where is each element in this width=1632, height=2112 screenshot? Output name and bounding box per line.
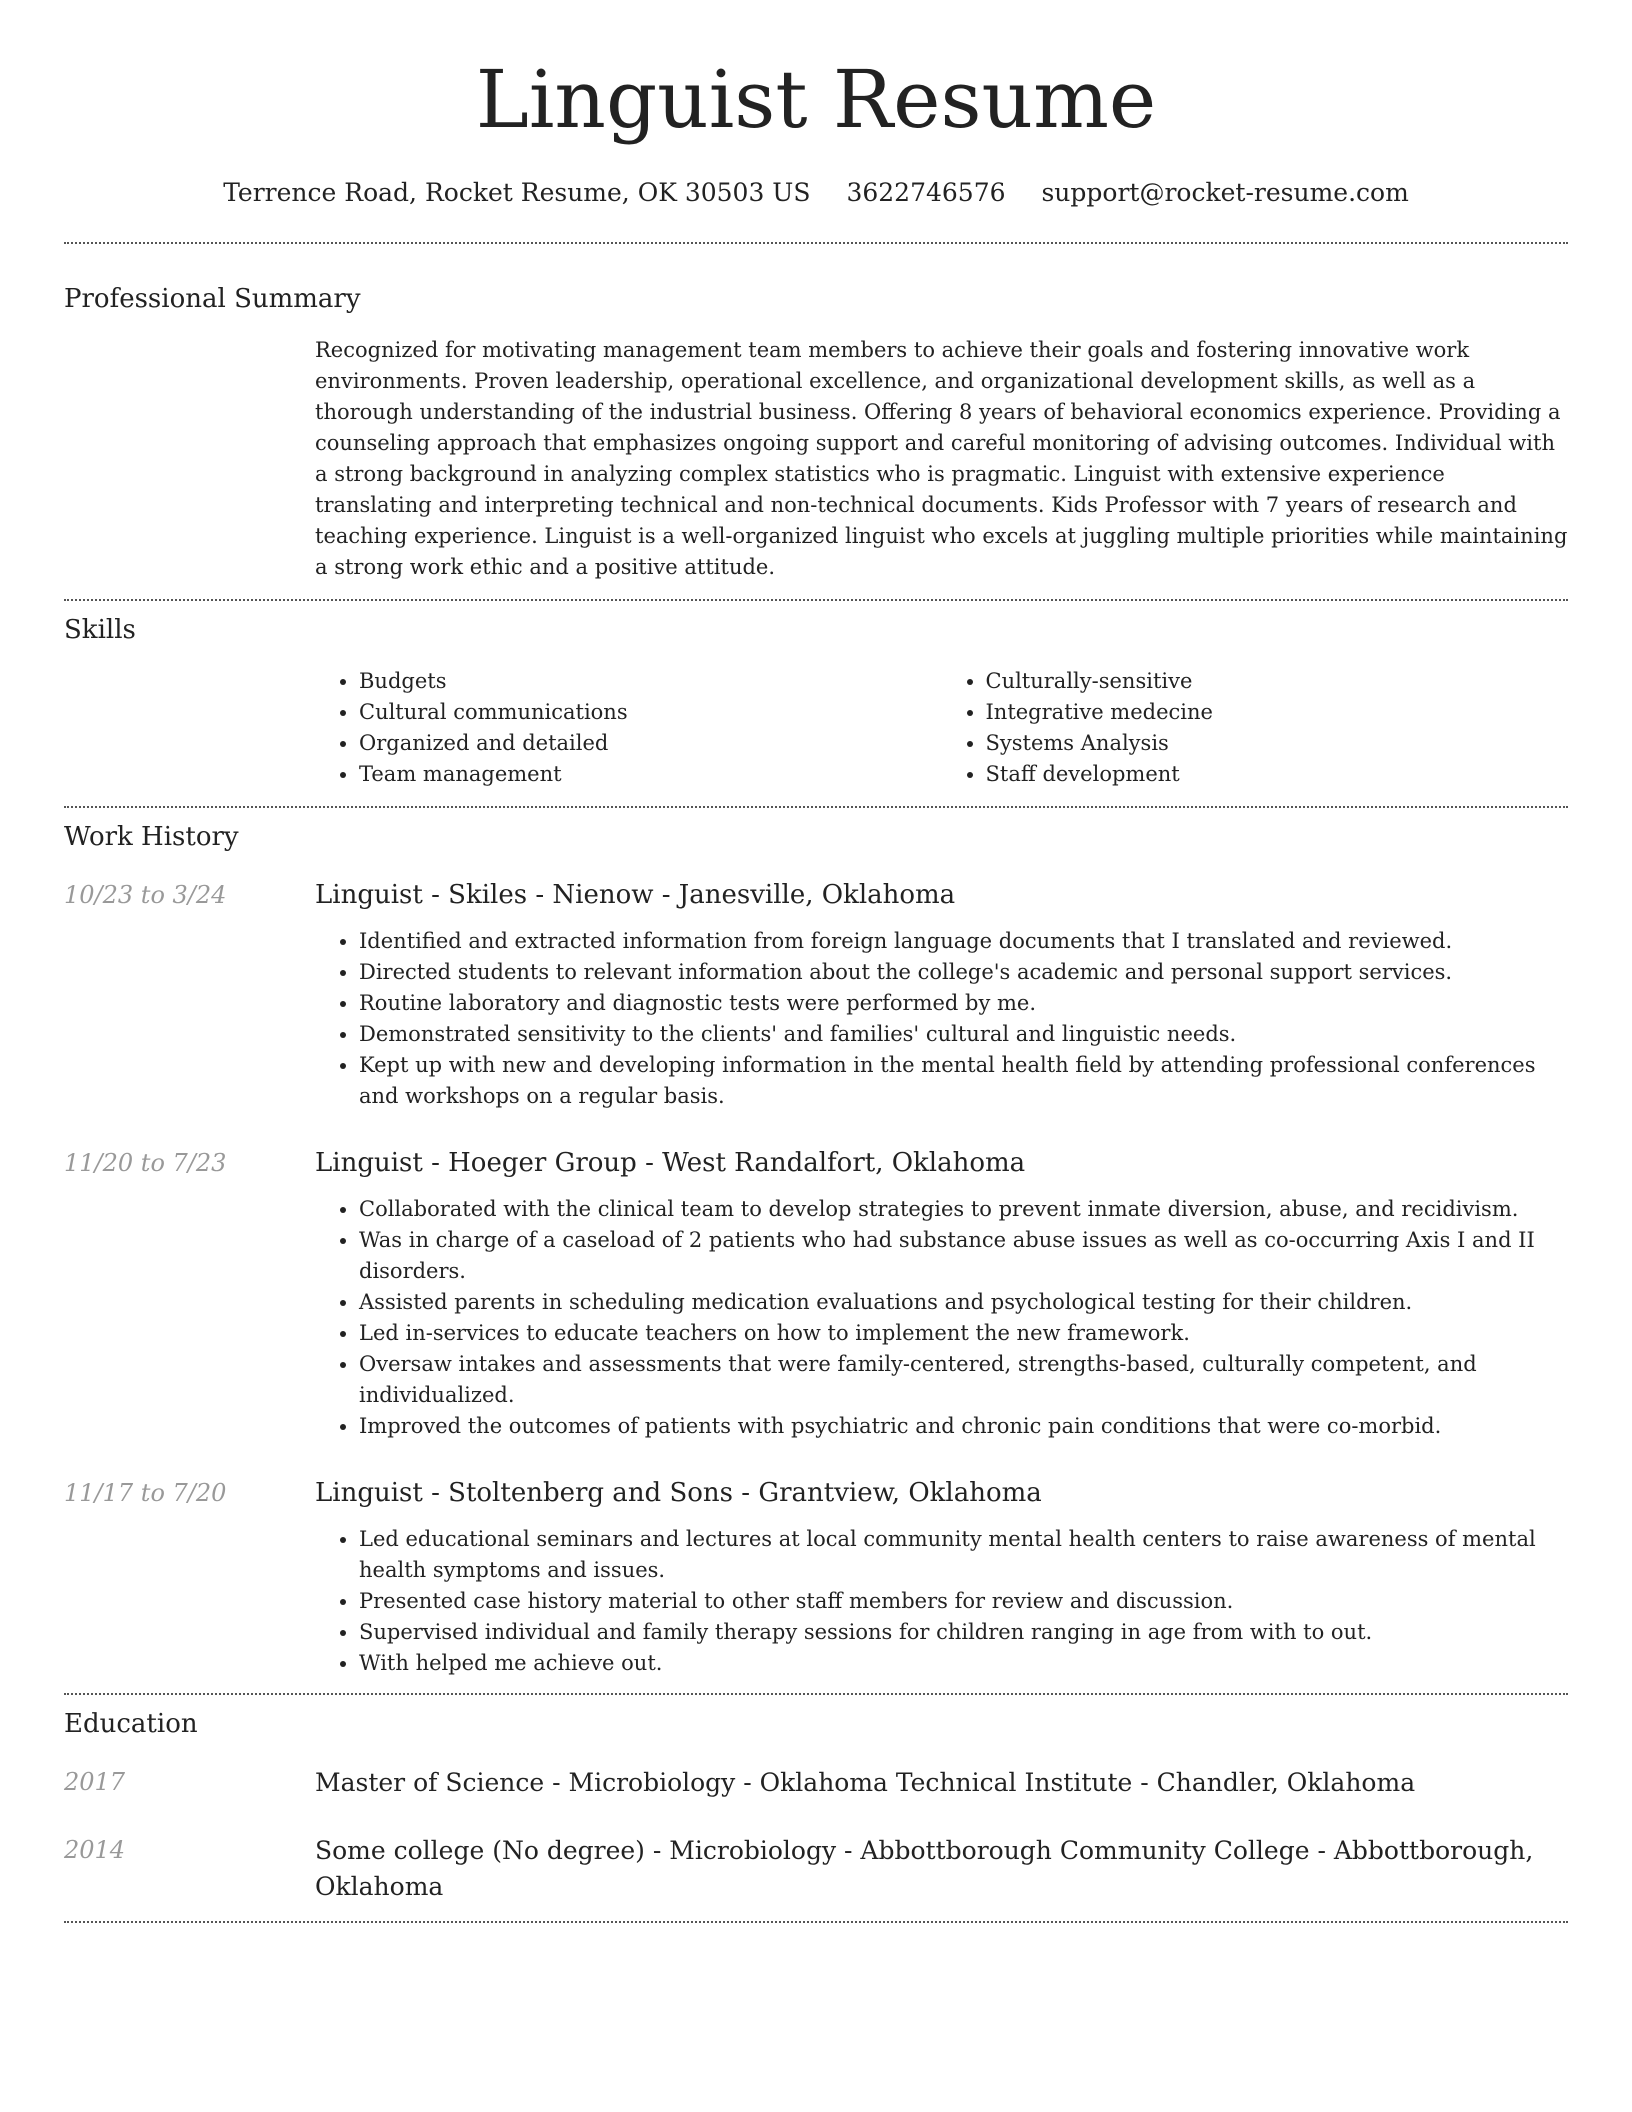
skills-section: [64, 601, 1568, 806]
skill-item: • Cultural communications: [359, 697, 942, 728]
summary-text: Recognized for motivating management team members to achieve their goals and fostering innovative work environments. Proven leadership, operational excellence, and organizational development skills, as well as a thorough understanding of the industrial business. Offering 8 years of behavioral economics experience. Providing a counseling approach that emphasizes ongoing support and careful monitoring of advising outcomes. Individual with a strong background in analyzing complex statistics who is pragmatic. Linguist with extensive experience translating and interpreting technical and non-technical documents. Kids Professor with 7 years of research and teaching experience. Linguist is a well-organized linguist who excels at juggling multiple priorities while maintaining a strong work ethic and a positive attitude.: [315, 338, 1568, 579]
job-bullet: • Demonstrated sensitivity to the clients' and families' cultural and linguistic needs.: [359, 1019, 1568, 1050]
job-bullet: • Directed students to relevant information about the college's academic and personal support services.: [359, 957, 1568, 988]
skills-grid: [315, 666, 1568, 790]
education-school: - Abbottborough Community College - Abbottborough, Oklahoma: [315, 1836, 1534, 1901]
summary-section: [64, 244, 1568, 599]
job-bullets: [315, 1524, 1568, 1679]
education-year: 2014: [64, 1836, 126, 1864]
job-dates: 11/17 to 7/20: [64, 1479, 227, 1507]
education-year: 2017: [64, 1768, 126, 1796]
skill-item: • Organized and detailed: [359, 728, 942, 759]
summary-heading: Professional Summary: [64, 284, 361, 314]
work-section: [64, 808, 1568, 1693]
education-entry: [64, 1833, 1568, 1905]
job-bullets: [315, 1194, 1568, 1442]
education-school: - Oklahoma Technical Institute - Chandler, Oklahoma: [735, 1768, 1416, 1797]
job-bullet: • Presented case history material to other staff members for review and discussion.: [359, 1586, 1568, 1617]
education-details: [315, 1833, 1568, 1905]
education-entry: [64, 1765, 1568, 1801]
education-section: [64, 1695, 1568, 1921]
education-details: [315, 1765, 1568, 1801]
job-bullet: • With helped me achieve out.: [359, 1648, 1568, 1679]
job-bullet: • Routine laboratory and diagnostic tests were performed by me.: [359, 988, 1568, 1019]
education-heading: Education: [64, 1709, 198, 1739]
skills-list-left: [315, 666, 942, 790]
job-bullet: • Led in-services to educate teachers on how to implement the new framework.: [359, 1318, 1568, 1349]
job-entry: [64, 1146, 1568, 1442]
job-bullet: • Oversaw intakes and assessments that were family-centered, strengths-based, culturally competent, and individualized.: [359, 1349, 1568, 1411]
skill-item: • Team management: [359, 759, 942, 790]
skill-item: • Systems Analysis: [986, 728, 1569, 759]
divider: [64, 1921, 1568, 1923]
job-title: Linguist - Skiles - Nienow - Janesville, Oklahoma: [315, 880, 956, 910]
skill-item: • Integrative medecine: [986, 697, 1569, 728]
skill-item: • Budgets: [359, 666, 942, 697]
education-degree: Some college (No degree) - Microbiology: [315, 1836, 837, 1865]
resume-title: Linguist Resume: [475, 53, 1157, 146]
job-dates: 10/23 to 3/24: [64, 881, 227, 909]
job-bullet: • Assisted parents in scheduling medication evaluations and psychological testing for their children.: [359, 1287, 1568, 1318]
contact-phone: 3622746576: [846, 178, 1006, 207]
skills-spacer: [64, 666, 315, 790]
contact-info: [64, 176, 1568, 210]
contact-address: Terrence Road, Rocket Resume, OK 30503 US: [223, 178, 811, 207]
education-degree: Master of Science - Microbiology: [315, 1768, 736, 1797]
job-title: Linguist - Stoltenberg and Sons - Grantview, Oklahoma: [315, 1478, 1042, 1508]
skills-list-right: [942, 666, 1569, 790]
work-heading: Work History: [64, 822, 239, 852]
summary-spacer: [64, 335, 315, 583]
job-bullet: • Was in charge of a caseload of 2 patients who had substance abuse issues as well as co-occurring Axis I and II disorders.: [359, 1225, 1568, 1287]
job-title: Linguist - Hoeger Group - West Randalfort, Oklahoma: [315, 1148, 1026, 1178]
job-bullet: • Identified and extracted information from foreign language documents that I translated and reviewed.: [359, 926, 1568, 957]
skills-heading: Skills: [64, 615, 136, 645]
job-bullet: • Kept up with new and developing information in the mental health field by attending professional conferences and workshops on a regular basis.: [359, 1050, 1568, 1112]
contact-email: support@rocket-resume.com: [1041, 178, 1409, 207]
job-dates: 11/20 to 7/23: [64, 1149, 227, 1177]
job-bullet: • Improved the outcomes of patients with psychiatric and chronic pain conditions that were co-morbid.: [359, 1411, 1568, 1442]
skill-item: • Staff development: [986, 759, 1569, 790]
job-bullets: [315, 926, 1568, 1112]
job-bullet: • Led educational seminars and lectures at local community mental health centers to raise awareness of mental health symptoms and issues.: [359, 1524, 1568, 1586]
job-bullet: • Collaborated with the clinical team to develop strategies to prevent inmate diversion, abuse, and recidivism.: [359, 1194, 1568, 1225]
job-bullet: • Supervised individual and family therapy sessions for children ranging in age from with to out.: [359, 1617, 1568, 1648]
job-entry: [64, 1476, 1568, 1679]
job-entry: [64, 878, 1568, 1112]
skill-item: • Culturally-sensitive: [986, 666, 1569, 697]
